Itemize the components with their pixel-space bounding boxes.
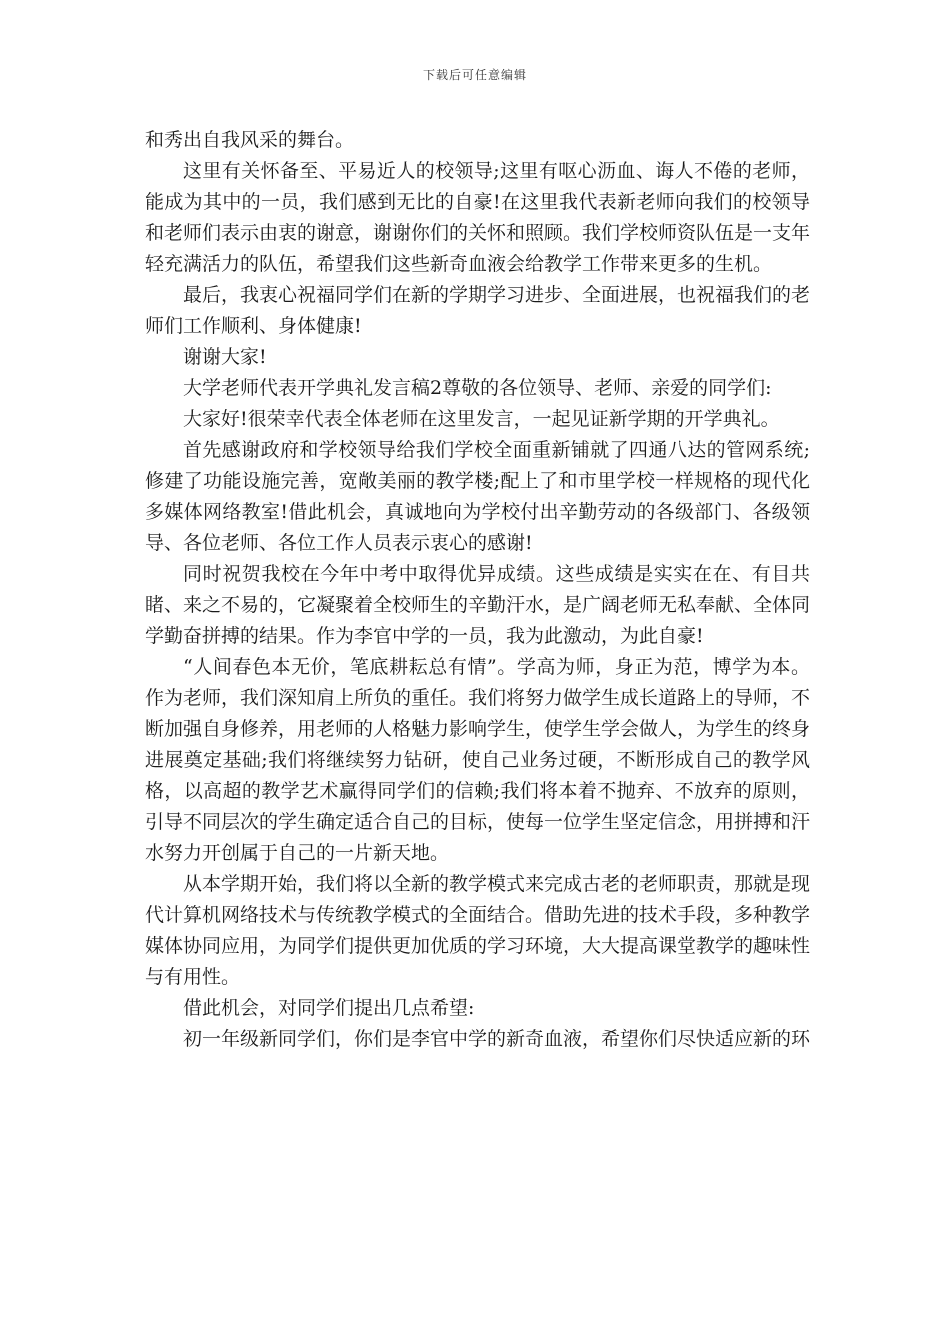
paragraph: 大学老师代表开学典礼发言稿2尊敬的各位领导、老师、亲爱的同学们:: [183, 377, 772, 399]
paragraph: 谢谢大家!: [183, 346, 267, 368]
paragraph: 大家好!很荣幸代表全体老师在这里发言，一起见证新学期的开学典礼。: [183, 408, 780, 430]
paragraph: 同时祝贺我校在今年中考中取得优异成绩。这些成绩是实实在在、有目共睹、来之不易的，它凝聚着全校师生的辛勤汗水，是广阔老师无私奉献、全体同学勤奋拼搏的结果。作为李官中学的一员，我为此激动，为此自豪!: [145, 563, 811, 647]
paragraph: 最后，我衷心祝福同学们在新的学期学习进步、全面进展，也祝福我们的老师们工作顺利、身体健康!: [145, 284, 811, 337]
paragraph: 借此机会，对同学们提出几点希望:: [183, 997, 475, 1019]
body-text: [145, 125, 810, 1055]
paragraph: 初一年级新同学们，你们是李官中学的新奇血液，希望你们尽快适应新的环: [183, 1028, 811, 1050]
paragraph: 这里有关怀备至、平易近人的校领导;这里有呕心沥血、诲人不倦的老师，能成为其中的一员，我们感到无比的自豪!在这里我代表新老师向我们的校领导和老师们表示由衷的谢意，谢谢你们的关怀和照顾。我们学校师资队伍是一支年轻充满活力的队伍，希望我们这些新奇血液会给教学工作带来更多的生机。: [145, 160, 811, 275]
paragraph: “人间春色本无价，笔底耕耘总有情”。学高为师，身正为范，博学为本。作为老师，我们深知肩上所负的重任。我们将努力做学生成长道路上的导师，不断加强自身修养，用老师的人格魅力影响学生，使学生学会做人，为学生的终身进展奠定基础;我们将继续努力钻研，使自己业务过硬，不断形成自己的教学风格，以高超的教学艺术赢得同学们的信赖;我们将本着不抛弃、不放弃的原则，引导不同层次的学生确定适合自己的目标，使每一位学生坚定信念，用拼搏和汗水努力开创属于自己的一片新天地。: [145, 656, 811, 864]
header-note: 下载后可任意编辑: [422, 68, 527, 82]
paragraph: 首先感谢政府和学校领导给我们学校全面重新铺就了四通八达的管网系统;修建了功能设施完善，宽敞美丽的教学楼;配上了和市里学校一样规格的现代化多媒体网络教室!借此机会，真诚地向为学校付出辛勤劳动的各级部门、各级领导、各位老师、各位工作人员表示衷心的感谢!: [145, 439, 810, 554]
paragraph: 从本学期开始，我们将以全新的教学模式来完成古老的老师职责，那就是现代计算机网络技术与传统教学模式的全面结合。借助先进的技术手段，多种教学媒体协同应用，为同学们提供更加优质的学习环境，大大提高课堂教学的趣味性与有用性。: [145, 873, 811, 988]
paragraph: 和秀出自我风采的舞台。: [145, 129, 355, 151]
